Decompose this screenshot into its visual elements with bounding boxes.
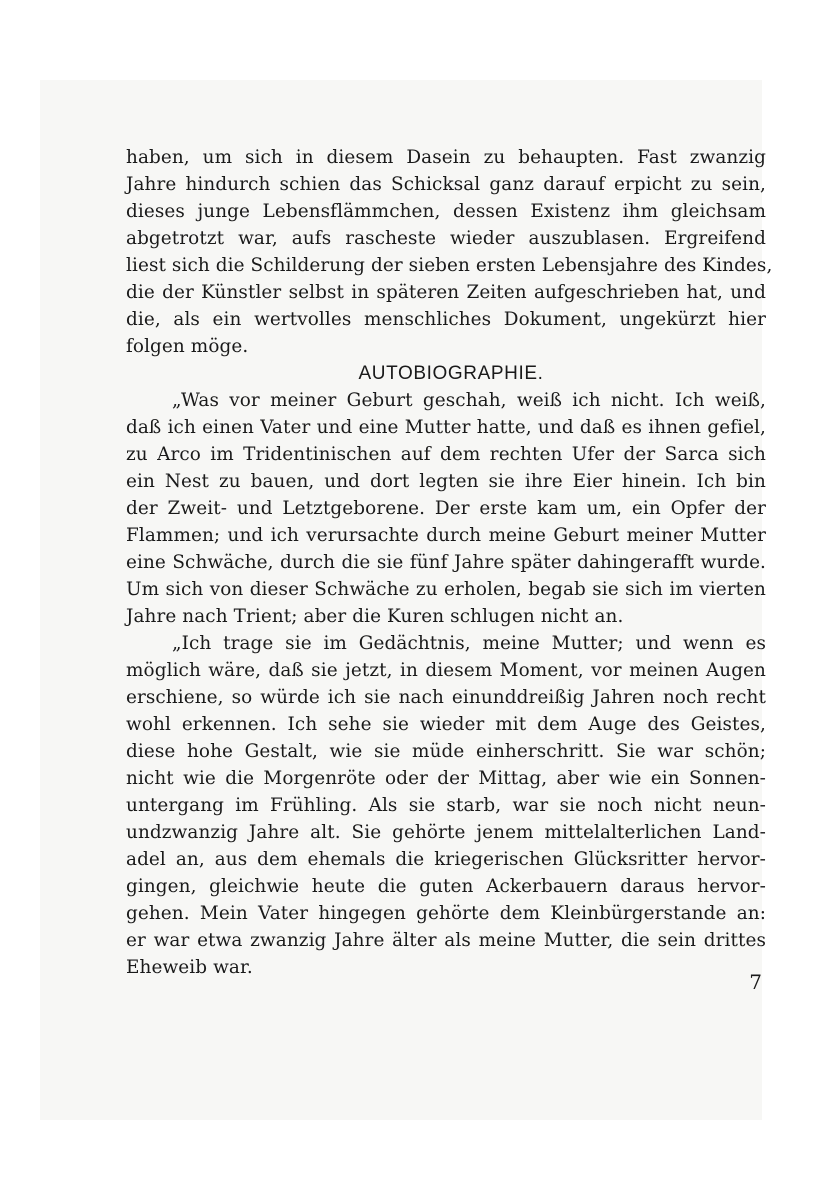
text-line: „Ich trage sie im Gedächtnis, meine Mutter; und wenn es (172, 633, 766, 654)
text-line: daß ich einen Vater und eine Mutter hatte, und daß es ihnen gefiel, (126, 417, 766, 438)
text-line: liest sich die Schilderung der sieben ersten Lebensjahre des Kindes, (126, 255, 773, 276)
text-line: undzwanzig Jahre alt. Sie gehörte jenem mittelalterlichen Land- (126, 822, 766, 843)
text-line: „Was vor meiner Geburt geschah, weiß ich nicht. Ich weiß, (172, 390, 766, 411)
text-line: gingen, gleichwie heute die guten Ackerbauern daraus hervor- (126, 876, 766, 897)
text-line: adel an, aus dem ehemals die kriegerischen Glücksritter hervor- (126, 849, 766, 870)
text-line: wohl erkennen. Ich sehe sie wieder mit dem Auge des Geistes, (126, 714, 766, 735)
text-line: haben, um sich in diesem Dasein zu behaupten. Fast zwanzig (126, 147, 766, 168)
text-line: Flammen; und ich verursachte durch meine Geburt meiner Mutter (126, 525, 766, 546)
text-line: abgetrotzt war, aufs rascheste wieder auszublasen. Ergreifend (126, 228, 766, 249)
text-line: folgen möge. (126, 336, 249, 357)
text-line: Jahre hindurch schien das Schicksal ganz darauf erpicht zu sein, (126, 174, 766, 195)
text-line: er war etwa zwanzig Jahre älter als meine Mutter, die sein drittes (126, 930, 766, 951)
page-number: 7 (749, 970, 762, 994)
text-line: der Zweit- und Letztgeborene. Der erste kam um, ein Opfer der (126, 498, 766, 519)
text-line: diese hohe Gestalt, wie sie müde einherschritt. Sie war schön; (126, 741, 766, 762)
text-line: untergang im Frühling. Als sie starb, war sie noch nicht neun- (126, 795, 766, 816)
text-line: Um sich von dieser Schwäche zu erholen, begab sie sich im vierten (126, 579, 766, 600)
text-line: Eheweib war. (126, 957, 253, 978)
text-line: die der Künstler selbst in späteren Zeiten aufgeschrieben hat, und (126, 282, 766, 303)
text-line: gehen. Mein Vater hingegen gehörte dem Kleinbürgerstande an: (126, 903, 766, 924)
text-line: zu Arco im Tridentinischen auf dem rechten Ufer der Sarca sich (126, 444, 766, 465)
section-heading: AUTOBIOGRAPHIE. (358, 363, 544, 384)
text-line: nicht wie die Morgenröte oder der Mittag, aber wie ein Sonnen- (126, 768, 766, 789)
text-line: die, als ein wertvolles menschliches Dokument, ungekürzt hier (126, 309, 766, 330)
text-line: ein Nest zu bauen, und dort legten sie ihre Eier hinein. Ich bin (126, 471, 766, 492)
book-page-text (126, 144, 773, 981)
text-line: erschiene, so würde ich sie nach einunddreißig Jahren noch recht (126, 687, 766, 708)
text-line: möglich wäre, daß sie jetzt, in diesem Moment, vor meinen Augen (126, 660, 766, 681)
text-line: eine Schwäche, durch die sie fünf Jahre später dahingerafft wurde. (126, 552, 766, 573)
text-line: Jahre nach Trient; aber die Kuren schlugen nicht an. (126, 606, 624, 627)
text-line: dieses junge Lebensflämmchen, dessen Existenz ihm gleichsam (126, 201, 766, 222)
